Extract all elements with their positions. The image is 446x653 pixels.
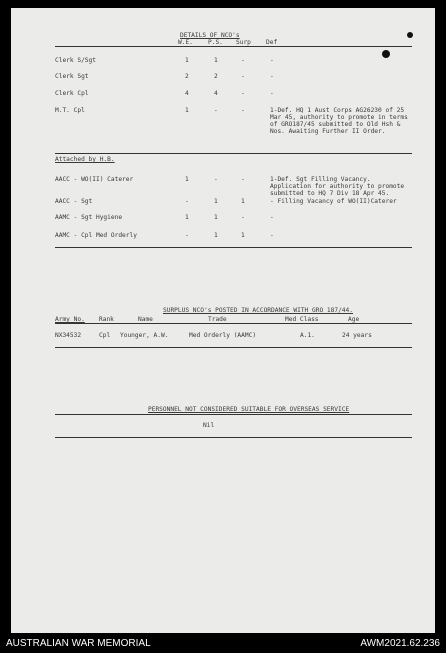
col-trade: Trade (208, 316, 227, 323)
row-we: 1 (185, 176, 189, 183)
personnel-rule (55, 414, 412, 415)
surplus-title: SURPLUS NCO's POSTED IN ACCORDANCE WITH GRO 187/44. (163, 307, 353, 314)
footer-right: AWM2021.62.236 (360, 638, 440, 649)
row-ps: 2 (214, 73, 218, 80)
row-we: 1 (185, 57, 189, 64)
row-surp: 1 (241, 232, 245, 239)
row-label: Clerk Cpl (55, 90, 89, 97)
cell-rank: Cpl (99, 332, 111, 339)
row-surp: - (241, 57, 245, 64)
row-ps: 1 (214, 57, 218, 64)
row-surp: - (241, 176, 245, 183)
personnel-value: Nil (203, 422, 215, 429)
row-def: - (270, 73, 274, 80)
header-rule (55, 46, 412, 47)
row-def: - (270, 232, 274, 239)
binder-hole (407, 32, 413, 38)
header-def: Def (266, 39, 278, 46)
section-end-rule (55, 247, 412, 248)
col-med-class: Med Class (285, 316, 319, 323)
footer (0, 635, 446, 653)
details-title: DETAILS OF NCO's (180, 32, 240, 39)
row-surp: - (241, 73, 245, 80)
header-surp: Surp (236, 39, 251, 46)
cell-trade: Med Orderly (AAMC) (189, 332, 257, 339)
cell-age: 24 years (342, 332, 372, 339)
cell-med-class: A.1. (300, 332, 315, 339)
row-we: 2 (185, 73, 189, 80)
col-army-no: Army No. (55, 316, 85, 323)
row-def: - (270, 57, 274, 64)
row-surp: - (241, 90, 245, 97)
row-def: - (270, 214, 274, 221)
row-we: 1 (185, 107, 189, 114)
surplus-end-rule (55, 347, 412, 348)
row-note: 1-Def. HQ 1 Aust Corps AG26230 of 25 Mar 45, authority to promote in terms of GRO187/45 submitted to Old Hsh & Nos. Awaiting Further II Order. (270, 107, 408, 135)
document-page (11, 8, 435, 633)
row-label: AACC - WO(II) Caterer (55, 176, 134, 183)
row-we: 4 (185, 90, 189, 97)
header-we: W.E. (178, 39, 193, 46)
row-label: AACC - Sgt (55, 198, 93, 205)
row-label: Clerk S/Sgt (55, 57, 96, 64)
row-ps: 1 (214, 232, 218, 239)
row-surp: - (241, 107, 245, 114)
col-name: Name (138, 316, 153, 323)
row-label: AAMC - Sgt Hygiene (55, 214, 123, 221)
footer-left: AUSTRALIAN WAR MEMORIAL (6, 638, 151, 649)
personnel-title: PERSONNEL NOT CONSIDERED SUITABLE FOR OVERSEAS SERVICE (148, 406, 350, 413)
row-we: 1 (185, 214, 189, 221)
row-ps: 1 (214, 214, 218, 221)
cell-name: Younger, A.W. (120, 332, 169, 339)
row-label: Clerk Sgt (55, 73, 89, 80)
row-ps: - (214, 107, 218, 114)
surplus-header-rule (55, 323, 412, 324)
row-note: - Filling Vacancy of WO(II)Caterer (270, 198, 397, 205)
col-rank: Rank (99, 316, 114, 323)
row-ps: 4 (214, 90, 218, 97)
row-label: AAMC - Cpl Med Orderly (55, 232, 137, 239)
row-we: - (185, 232, 189, 239)
binder-hole (382, 50, 390, 58)
attached-title: Attached by H.B. (55, 156, 115, 163)
header-ps: P.S. (208, 39, 223, 46)
section-rule (55, 153, 412, 154)
row-note: 1-Def. Sgt Filling Vacancy. Application for authority to promote submitted to HQ 7 Div 18 Apr 45. (270, 176, 405, 197)
row-ps: 1 (214, 198, 218, 205)
cell-army-no: NX34532 (55, 332, 82, 339)
row-def: - (270, 90, 274, 97)
personnel-end-rule (55, 437, 412, 438)
row-we: - (185, 198, 189, 205)
row-label: M.T. Cpl (55, 107, 85, 114)
row-surp: 1 (241, 198, 245, 205)
row-ps: - (214, 176, 218, 183)
col-age: Age (348, 316, 360, 323)
row-surp: - (241, 214, 245, 221)
